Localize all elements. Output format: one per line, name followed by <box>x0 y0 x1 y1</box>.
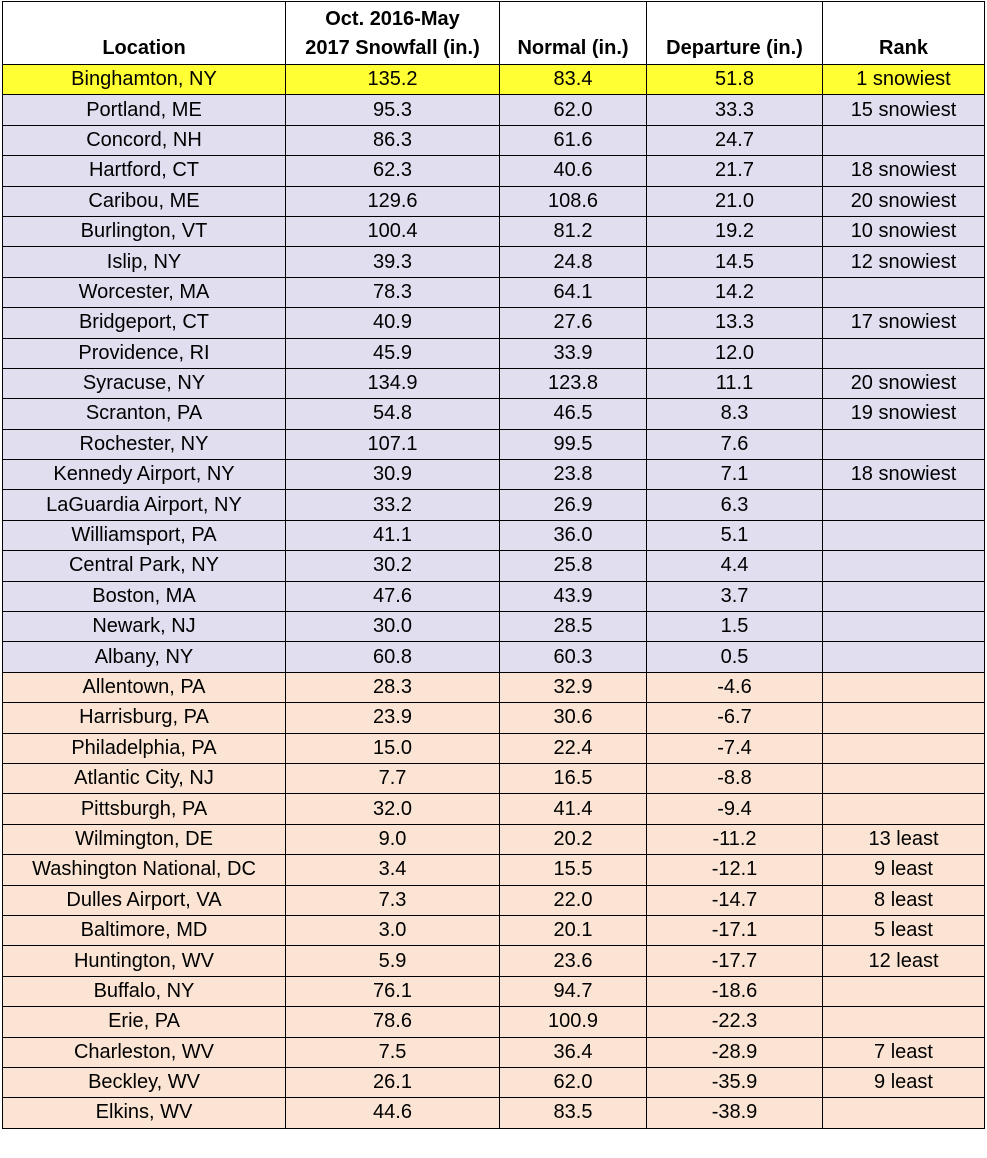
cell-normal: 83.4 <box>500 65 647 95</box>
cell-location: Central Park, NY <box>3 551 286 581</box>
cell-location: Providence, RI <box>3 338 286 368</box>
cell-location: Boston, MA <box>3 581 286 611</box>
table-row <box>3 824 985 854</box>
table-row <box>3 125 985 155</box>
cell-rank: 8 least <box>823 885 985 915</box>
cell-normal: 64.1 <box>500 277 647 307</box>
cell-location: Huntington, WV <box>3 946 286 976</box>
cell-normal: 123.8 <box>500 368 647 398</box>
cell-location: Albany, NY <box>3 642 286 672</box>
cell-normal: 41.4 <box>500 794 647 824</box>
cell-rank: 18 snowiest <box>823 460 985 490</box>
cell-departure: -17.1 <box>647 915 823 945</box>
cell-location: Harrisburg, PA <box>3 703 286 733</box>
cell-snowfall: 60.8 <box>286 642 500 672</box>
cell-location: Baltimore, MD <box>3 915 286 945</box>
cell-departure: 5.1 <box>647 520 823 550</box>
cell-departure: 8.3 <box>647 399 823 429</box>
table-row <box>3 642 985 672</box>
cell-snowfall: 3.4 <box>286 855 500 885</box>
cell-location: Dulles Airport, VA <box>3 885 286 915</box>
cell-snowfall: 135.2 <box>286 65 500 95</box>
table-row <box>3 308 985 338</box>
cell-departure: 4.4 <box>647 551 823 581</box>
cell-departure: 14.5 <box>647 247 823 277</box>
cell-normal: 22.0 <box>500 885 647 915</box>
cell-location: Worcester, MA <box>3 277 286 307</box>
cell-normal: 26.9 <box>500 490 647 520</box>
cell-snowfall: 78.6 <box>286 1007 500 1037</box>
cell-normal: 20.2 <box>500 824 647 854</box>
cell-normal: 28.5 <box>500 612 647 642</box>
cell-location: Buffalo, NY <box>3 976 286 1006</box>
cell-normal: 20.1 <box>500 915 647 945</box>
header-normal: Normal (in.) <box>500 2 647 65</box>
cell-rank <box>823 733 985 763</box>
cell-snowfall: 3.0 <box>286 915 500 945</box>
table-row <box>3 763 985 793</box>
cell-departure: -35.9 <box>647 1067 823 1097</box>
cell-snowfall: 26.1 <box>286 1067 500 1097</box>
table-row <box>3 733 985 763</box>
cell-normal: 32.9 <box>500 672 647 702</box>
table-row <box>3 1098 985 1128</box>
cell-departure: 3.7 <box>647 581 823 611</box>
cell-snowfall: 23.9 <box>286 703 500 733</box>
table-row <box>3 399 985 429</box>
cell-snowfall: 76.1 <box>286 976 500 1006</box>
cell-rank: 7 least <box>823 1037 985 1067</box>
cell-departure: -12.1 <box>647 855 823 885</box>
cell-rank <box>823 581 985 611</box>
cell-snowfall: 33.2 <box>286 490 500 520</box>
cell-location: Pittsburgh, PA <box>3 794 286 824</box>
table-row <box>3 95 985 125</box>
cell-normal: 25.8 <box>500 551 647 581</box>
cell-snowfall: 62.3 <box>286 156 500 186</box>
cell-snowfall: 28.3 <box>286 672 500 702</box>
cell-location: Williamsport, PA <box>3 520 286 550</box>
snowfall-table <box>2 1 985 1129</box>
cell-departure: -38.9 <box>647 1098 823 1128</box>
cell-normal: 62.0 <box>500 95 647 125</box>
cell-rank: 20 snowiest <box>823 186 985 216</box>
cell-departure: -6.7 <box>647 703 823 733</box>
cell-location: Caribou, ME <box>3 186 286 216</box>
cell-departure: 12.0 <box>647 338 823 368</box>
cell-snowfall: 30.9 <box>286 460 500 490</box>
cell-rank <box>823 612 985 642</box>
cell-snowfall: 15.0 <box>286 733 500 763</box>
cell-departure: 19.2 <box>647 216 823 246</box>
cell-normal: 27.6 <box>500 308 647 338</box>
cell-rank <box>823 125 985 155</box>
cell-normal: 100.9 <box>500 1007 647 1037</box>
cell-rank: 12 least <box>823 946 985 976</box>
cell-departure: 6.3 <box>647 490 823 520</box>
header-snowfall <box>286 2 500 65</box>
cell-location: Elkins, WV <box>3 1098 286 1128</box>
cell-rank <box>823 976 985 1006</box>
table-row <box>3 703 985 733</box>
cell-location: Beckley, WV <box>3 1067 286 1097</box>
cell-location: Portland, ME <box>3 95 286 125</box>
table-row <box>3 156 985 186</box>
cell-location: Bridgeport, CT <box>3 308 286 338</box>
cell-rank: 9 least <box>823 1067 985 1097</box>
table-row <box>3 490 985 520</box>
cell-snowfall: 40.9 <box>286 308 500 338</box>
cell-rank <box>823 763 985 793</box>
cell-normal: 81.2 <box>500 216 647 246</box>
cell-departure: 51.8 <box>647 65 823 95</box>
cell-departure: -28.9 <box>647 1037 823 1067</box>
cell-snowfall: 107.1 <box>286 429 500 459</box>
cell-snowfall: 30.0 <box>286 612 500 642</box>
table-row <box>3 186 985 216</box>
cell-normal: 22.4 <box>500 733 647 763</box>
table-row <box>3 368 985 398</box>
table-row <box>3 915 985 945</box>
cell-normal: 23.8 <box>500 460 647 490</box>
cell-departure: 21.0 <box>647 186 823 216</box>
cell-normal: 94.7 <box>500 976 647 1006</box>
cell-departure: -18.6 <box>647 976 823 1006</box>
cell-snowfall: 44.6 <box>286 1098 500 1128</box>
cell-rank: 13 least <box>823 824 985 854</box>
cell-normal: 40.6 <box>500 156 647 186</box>
table-row <box>3 551 985 581</box>
cell-location: Concord, NH <box>3 125 286 155</box>
cell-normal: 24.8 <box>500 247 647 277</box>
cell-location: Kennedy Airport, NY <box>3 460 286 490</box>
table-row <box>3 581 985 611</box>
cell-rank: 19 snowiest <box>823 399 985 429</box>
table-row <box>3 247 985 277</box>
cell-location: Wilmington, DE <box>3 824 286 854</box>
table-row <box>3 277 985 307</box>
header-rank: Rank <box>823 2 985 65</box>
cell-departure: -17.7 <box>647 946 823 976</box>
table-row <box>3 612 985 642</box>
cell-location: Atlantic City, NJ <box>3 763 286 793</box>
cell-rank: 12 snowiest <box>823 247 985 277</box>
cell-departure: 11.1 <box>647 368 823 398</box>
cell-snowfall: 39.3 <box>286 247 500 277</box>
table-row <box>3 1067 985 1097</box>
cell-snowfall: 45.9 <box>286 338 500 368</box>
cell-rank <box>823 672 985 702</box>
cell-snowfall: 129.6 <box>286 186 500 216</box>
cell-normal: 99.5 <box>500 429 647 459</box>
cell-rank <box>823 338 985 368</box>
cell-departure: 14.2 <box>647 277 823 307</box>
cell-normal: 15.5 <box>500 855 647 885</box>
table-row <box>3 520 985 550</box>
cell-rank <box>823 520 985 550</box>
header-snowfall-line-1: Oct. 2016-May <box>325 8 460 30</box>
cell-location: Syracuse, NY <box>3 368 286 398</box>
cell-location: LaGuardia Airport, NY <box>3 490 286 520</box>
cell-rank: 15 snowiest <box>823 95 985 125</box>
cell-normal: 62.0 <box>500 1067 647 1097</box>
cell-departure: 7.6 <box>647 429 823 459</box>
cell-snowfall: 47.6 <box>286 581 500 611</box>
cell-snowfall: 86.3 <box>286 125 500 155</box>
cell-normal: 46.5 <box>500 399 647 429</box>
cell-departure: -7.4 <box>647 733 823 763</box>
table-body <box>3 65 985 1129</box>
cell-snowfall: 100.4 <box>286 216 500 246</box>
cell-location: Hartford, CT <box>3 156 286 186</box>
cell-rank: 5 least <box>823 915 985 945</box>
cell-rank: 20 snowiest <box>823 368 985 398</box>
cell-rank <box>823 1098 985 1128</box>
cell-snowfall: 54.8 <box>286 399 500 429</box>
header-departure: Departure (in.) <box>647 2 823 65</box>
cell-rank <box>823 490 985 520</box>
cell-departure: 7.1 <box>647 460 823 490</box>
header-location: Location <box>3 2 286 65</box>
cell-location: Washington National, DC <box>3 855 286 885</box>
cell-normal: 36.4 <box>500 1037 647 1067</box>
cell-normal: 83.5 <box>500 1098 647 1128</box>
cell-normal: 23.6 <box>500 946 647 976</box>
cell-snowfall: 5.9 <box>286 946 500 976</box>
cell-departure: 21.7 <box>647 156 823 186</box>
cell-departure: -14.7 <box>647 885 823 915</box>
table-row <box>3 65 985 95</box>
cell-normal: 108.6 <box>500 186 647 216</box>
cell-location: Burlington, VT <box>3 216 286 246</box>
table-row <box>3 885 985 915</box>
cell-departure: 0.5 <box>647 642 823 672</box>
table-row <box>3 460 985 490</box>
cell-rank: 17 snowiest <box>823 308 985 338</box>
cell-rank <box>823 794 985 824</box>
header-snowfall-line-2: 2017 Snowfall (in.) <box>305 37 480 59</box>
cell-snowfall: 78.3 <box>286 277 500 307</box>
cell-location: Newark, NJ <box>3 612 286 642</box>
cell-location: Allentown, PA <box>3 672 286 702</box>
table-row <box>3 1007 985 1037</box>
cell-location: Rochester, NY <box>3 429 286 459</box>
cell-rank <box>823 429 985 459</box>
cell-rank <box>823 703 985 733</box>
cell-snowfall: 41.1 <box>286 520 500 550</box>
cell-rank <box>823 551 985 581</box>
cell-snowfall: 7.3 <box>286 885 500 915</box>
cell-normal: 43.9 <box>500 581 647 611</box>
cell-normal: 16.5 <box>500 763 647 793</box>
cell-rank <box>823 1007 985 1037</box>
cell-normal: 61.6 <box>500 125 647 155</box>
cell-location: Binghamton, NY <box>3 65 286 95</box>
cell-snowfall: 7.5 <box>286 1037 500 1067</box>
cell-location: Scranton, PA <box>3 399 286 429</box>
cell-rank: 9 least <box>823 855 985 885</box>
cell-rank <box>823 277 985 307</box>
cell-normal: 60.3 <box>500 642 647 672</box>
cell-departure: -4.6 <box>647 672 823 702</box>
cell-snowfall: 30.2 <box>286 551 500 581</box>
cell-departure: 33.3 <box>647 95 823 125</box>
header-row <box>3 2 985 65</box>
cell-snowfall: 32.0 <box>286 794 500 824</box>
cell-normal: 33.9 <box>500 338 647 368</box>
cell-departure: -22.3 <box>647 1007 823 1037</box>
cell-departure: -9.4 <box>647 794 823 824</box>
table-row <box>3 672 985 702</box>
table-row <box>3 855 985 885</box>
cell-rank <box>823 642 985 672</box>
cell-normal: 30.6 <box>500 703 647 733</box>
table-row <box>3 976 985 1006</box>
table-row <box>3 1037 985 1067</box>
cell-departure: -11.2 <box>647 824 823 854</box>
cell-snowfall: 134.9 <box>286 368 500 398</box>
cell-rank: 18 snowiest <box>823 156 985 186</box>
cell-rank: 1 snowiest <box>823 65 985 95</box>
cell-snowfall: 7.7 <box>286 763 500 793</box>
cell-snowfall: 9.0 <box>286 824 500 854</box>
table-row <box>3 338 985 368</box>
cell-departure: 1.5 <box>647 612 823 642</box>
cell-location: Erie, PA <box>3 1007 286 1037</box>
cell-location: Islip, NY <box>3 247 286 277</box>
cell-normal: 36.0 <box>500 520 647 550</box>
table-row <box>3 794 985 824</box>
cell-departure: 13.3 <box>647 308 823 338</box>
cell-rank: 10 snowiest <box>823 216 985 246</box>
table-row <box>3 216 985 246</box>
cell-departure: -8.8 <box>647 763 823 793</box>
table-header <box>3 2 985 65</box>
cell-location: Charleston, WV <box>3 1037 286 1067</box>
cell-departure: 24.7 <box>647 125 823 155</box>
cell-snowfall: 95.3 <box>286 95 500 125</box>
table-row <box>3 946 985 976</box>
table-row <box>3 429 985 459</box>
cell-location: Philadelphia, PA <box>3 733 286 763</box>
